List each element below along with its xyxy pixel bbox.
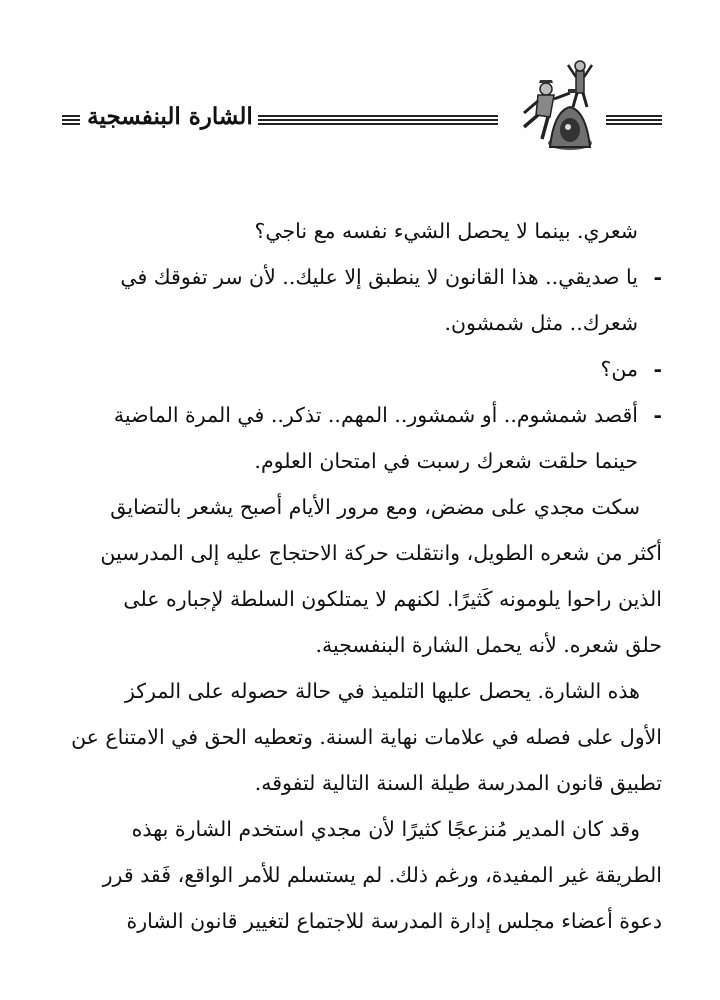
text-line: أكثر من شعره الطويل، وانتقلت حركة الاحتجاج عليه إلى المدرسين (100, 541, 662, 565)
text-line: دعوة أعضاء مجلس إدارة المدرسة للاجتماع لتغيير قانون الشارة (126, 909, 662, 933)
dialogue-line (62, 392, 662, 438)
chapter-title: الشارة البنفسجية (87, 103, 253, 130)
title-rule-left (62, 115, 80, 125)
dialogue-line (62, 346, 662, 392)
text-line: الطريقة غير المفيدة، ورغم ذلك. لم يستسلم للأمر الواقع، فَقد قرر (102, 863, 662, 887)
text-line: سكت مجدي على مضض، ومع مرور الأيام أصبح يشعر بالتضايق (110, 495, 640, 519)
text-line: حلق شعره. لأنه يحمل الشارة البنفسجية. (315, 633, 662, 657)
text-line: تطبيق قانون المدرسة طيلة السنة التالية لتفوقه. (254, 771, 662, 795)
text-line: يا صديقي.. هذا القانون لا ينطبق إلا عليك.. لأن سر تفوقك في (120, 265, 638, 289)
title-rule-far-right (606, 115, 662, 125)
text-line: شعرك.. مثل شمشون. (444, 311, 638, 335)
text-line: وقد كان المدير مُنزعجًا كثيرًا لأن مجدي استخدم الشارة بهذه (131, 817, 640, 841)
text-line: شعري. بينما لا يحصل الشيء نفسه مع ناجي؟ (254, 219, 638, 243)
text-line: من؟ (600, 357, 638, 381)
dialogue-line (62, 254, 662, 300)
dialogue-dash: - (653, 403, 662, 427)
title-rule-right (258, 115, 498, 125)
page-body (62, 208, 662, 944)
text-line: أقصد شمشوم.. أو شمشور.. المهم.. تذكر.. في المرة الماضية (113, 403, 638, 427)
dialogue-dash: - (653, 357, 662, 381)
page-header (0, 55, 720, 165)
text-line: الأول على فصله في علامات نهاية السنة. وتعطيه الحق في الامتناع عن (71, 725, 662, 749)
text-line: الذين راحوا يلومونه كَثيرًا. لكنهم لا يمتلكون السلطة لإجباره على (123, 587, 662, 611)
text-line: حينما حلقت شعرك رسبت في امتحان العلوم. (254, 449, 638, 473)
cartoon-figures-icon (510, 55, 606, 155)
dialogue-dash: - (653, 265, 662, 289)
text-line: هذه الشارة. يحصل عليها التلميذ في حالة حصوله على المركز (124, 679, 640, 703)
